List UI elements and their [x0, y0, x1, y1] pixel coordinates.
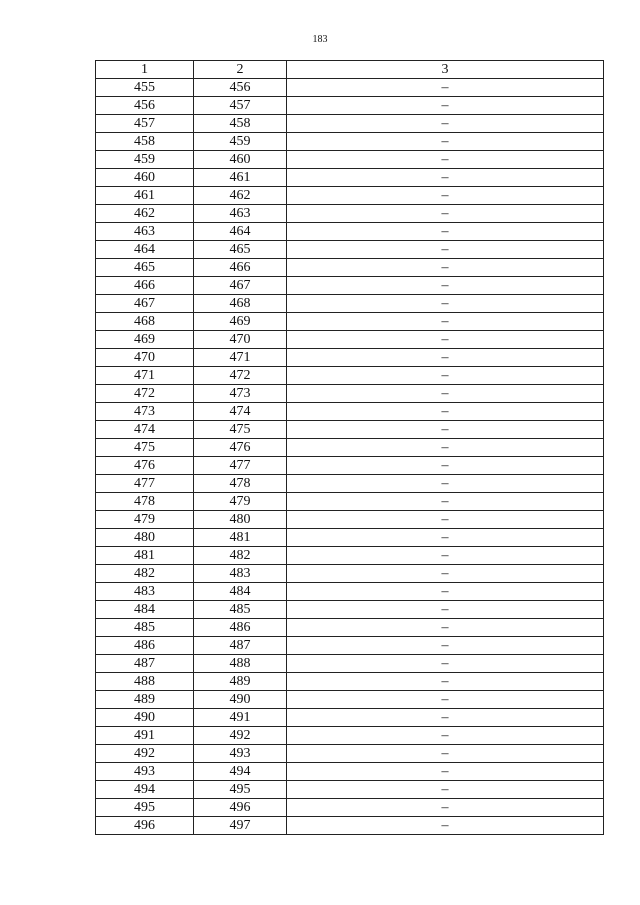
table-cell-col-2: 487 — [194, 637, 287, 655]
table-cell-col-3: – — [287, 529, 604, 547]
table-cell-col-3: – — [287, 799, 604, 817]
table-cell-col-3: – — [287, 421, 604, 439]
table-cell-col-1: 483 — [96, 583, 194, 601]
table-cell-col-2: 493 — [194, 745, 287, 763]
table-cell-col-3: – — [287, 367, 604, 385]
table-cell-col-2: 483 — [194, 565, 287, 583]
table-cell-col-2: 492 — [194, 727, 287, 745]
table-cell-col-1: 470 — [96, 349, 194, 367]
table-cell-col-3: – — [287, 565, 604, 583]
table-row — [96, 79, 604, 97]
table-cell-col-1: 479 — [96, 511, 194, 529]
table-cell-col-1: 471 — [96, 367, 194, 385]
table-row — [96, 97, 604, 115]
table-cell-col-3: – — [287, 763, 604, 781]
table-cell-col-3: – — [287, 223, 604, 241]
table-cell-col-1: 491 — [96, 727, 194, 745]
table-row — [96, 295, 604, 313]
table-cell-col-2: 495 — [194, 781, 287, 799]
table-cell-col-3: – — [287, 115, 604, 133]
table-row — [96, 547, 604, 565]
table-cell-col-1: 459 — [96, 151, 194, 169]
table-cell-col-2: 462 — [194, 187, 287, 205]
table-cell-col-2: 476 — [194, 439, 287, 457]
table-row — [96, 223, 604, 241]
table-row — [96, 655, 604, 673]
table-cell-col-2: 463 — [194, 205, 287, 223]
table-cell-col-2: 475 — [194, 421, 287, 439]
table-row — [96, 727, 604, 745]
table-cell-col-1: 484 — [96, 601, 194, 619]
table-row — [96, 313, 604, 331]
table-cell-col-3: – — [287, 169, 604, 187]
table-cell-col-2: 491 — [194, 709, 287, 727]
table-row — [96, 493, 604, 511]
table-row — [96, 475, 604, 493]
table-cell-col-1: 485 — [96, 619, 194, 637]
table-row — [96, 601, 604, 619]
table-cell-col-2: 459 — [194, 133, 287, 151]
table-cell-col-2: 484 — [194, 583, 287, 601]
table-cell-col-2: 470 — [194, 331, 287, 349]
table-cell-col-2: 461 — [194, 169, 287, 187]
table-cell-col-1: 472 — [96, 385, 194, 403]
table-row — [96, 565, 604, 583]
table-cell-col-3: – — [287, 313, 604, 331]
table-cell-col-2: 465 — [194, 241, 287, 259]
table-row — [96, 817, 604, 835]
table-row — [96, 799, 604, 817]
table-cell-col-2: 480 — [194, 511, 287, 529]
page-number: 183 — [312, 34, 328, 45]
table-cell-col-1: 475 — [96, 439, 194, 457]
table-row — [96, 277, 604, 295]
table-cell-col-3: – — [287, 403, 604, 421]
table-row — [96, 583, 604, 601]
table-cell-col-3: – — [287, 457, 604, 475]
table-cell-col-3: – — [287, 583, 604, 601]
table-cell-col-3: – — [287, 655, 604, 673]
table-cell-col-3: – — [287, 187, 604, 205]
table-cell-col-1: 496 — [96, 817, 194, 835]
table-cell-col-3: – — [287, 691, 604, 709]
table-cell-col-1: 477 — [96, 475, 194, 493]
table-row — [96, 169, 604, 187]
table-cell-col-2: 482 — [194, 547, 287, 565]
table-cell-col-3: – — [287, 817, 604, 835]
table-cell-col-2: 489 — [194, 673, 287, 691]
header-row — [96, 61, 604, 79]
table-cell-col-1: 474 — [96, 421, 194, 439]
table-cell-col-1: 468 — [96, 313, 194, 331]
table-row — [96, 745, 604, 763]
table-row — [96, 385, 604, 403]
table-cell-col-3: – — [287, 277, 604, 295]
table-cell-col-3: – — [287, 511, 604, 529]
table-row — [96, 151, 604, 169]
table-cell-col-1: 493 — [96, 763, 194, 781]
table-cell-col-3: – — [287, 745, 604, 763]
table-row — [96, 115, 604, 133]
table-row — [96, 241, 604, 259]
data-table — [95, 60, 604, 835]
table-row — [96, 619, 604, 637]
table-cell-col-1: 476 — [96, 457, 194, 475]
table-cell-col-3: – — [287, 241, 604, 259]
table-row — [96, 673, 604, 691]
table-cell-col-3: – — [287, 493, 604, 511]
table-row — [96, 529, 604, 547]
table-cell-col-1: 481 — [96, 547, 194, 565]
table-cell-col-3: – — [287, 673, 604, 691]
table-cell-col-1: 456 — [96, 97, 194, 115]
table-cell-col-3: – — [287, 205, 604, 223]
table-cell-col-1: 478 — [96, 493, 194, 511]
table-cell-col-2: 479 — [194, 493, 287, 511]
table-cell-col-3: – — [287, 295, 604, 313]
table-cell-col-3: – — [287, 349, 604, 367]
table-row — [96, 367, 604, 385]
table-row — [96, 133, 604, 151]
table-row — [96, 763, 604, 781]
table-cell-col-1: 457 — [96, 115, 194, 133]
table-cell-col-1: 463 — [96, 223, 194, 241]
table-cell-col-1: 462 — [96, 205, 194, 223]
table-cell-col-3: – — [287, 709, 604, 727]
table-cell-col-1: 486 — [96, 637, 194, 655]
table-cell-col-3: – — [287, 133, 604, 151]
table-cell-col-1: 460 — [96, 169, 194, 187]
table-cell-col-2: 481 — [194, 529, 287, 547]
table-header — [96, 61, 604, 79]
table-cell-col-1: 455 — [96, 79, 194, 97]
table-cell-col-2: 494 — [194, 763, 287, 781]
column-header-1: 1 — [96, 61, 194, 79]
table-cell-col-2: 497 — [194, 817, 287, 835]
table-cell-col-2: 496 — [194, 799, 287, 817]
table-cell-col-1: 487 — [96, 655, 194, 673]
table-row — [96, 511, 604, 529]
table-cell-col-3: – — [287, 385, 604, 403]
table-cell-col-2: 471 — [194, 349, 287, 367]
table-row — [96, 259, 604, 277]
table-cell-col-1: 458 — [96, 133, 194, 151]
table-cell-col-2: 474 — [194, 403, 287, 421]
table-cell-col-3: – — [287, 601, 604, 619]
column-header-3: 3 — [287, 61, 604, 79]
table-cell-col-2: 460 — [194, 151, 287, 169]
table-cell-col-2: 488 — [194, 655, 287, 673]
table-cell-col-1: 482 — [96, 565, 194, 583]
table-cell-col-3: – — [287, 637, 604, 655]
table-cell-col-3: – — [287, 97, 604, 115]
table-cell-col-1: 461 — [96, 187, 194, 205]
table-cell-col-3: – — [287, 619, 604, 637]
table-cell-col-2: 468 — [194, 295, 287, 313]
table-cell-col-2: 477 — [194, 457, 287, 475]
table-body — [96, 79, 604, 835]
table-cell-col-3: – — [287, 151, 604, 169]
table-cell-col-2: 464 — [194, 223, 287, 241]
table-row — [96, 205, 604, 223]
table-cell-col-2: 472 — [194, 367, 287, 385]
table-cell-col-2: 486 — [194, 619, 287, 637]
table-cell-col-1: 490 — [96, 709, 194, 727]
column-header-2: 2 — [194, 61, 287, 79]
table-cell-col-1: 467 — [96, 295, 194, 313]
table-cell-col-1: 480 — [96, 529, 194, 547]
table-row — [96, 781, 604, 799]
table-cell-col-2: 478 — [194, 475, 287, 493]
table-cell-col-1: 489 — [96, 691, 194, 709]
table-row — [96, 331, 604, 349]
table-row — [96, 349, 604, 367]
table-cell-col-3: – — [287, 439, 604, 457]
table-cell-col-2: 466 — [194, 259, 287, 277]
table-cell-col-2: 456 — [194, 79, 287, 97]
table-cell-col-3: – — [287, 331, 604, 349]
table-cell-col-1: 466 — [96, 277, 194, 295]
table-row — [96, 439, 604, 457]
table-cell-col-2: 490 — [194, 691, 287, 709]
table-cell-col-2: 473 — [194, 385, 287, 403]
table-cell-col-3: – — [287, 79, 604, 97]
table-row — [96, 637, 604, 655]
table-cell-col-2: 467 — [194, 277, 287, 295]
table-cell-col-1: 473 — [96, 403, 194, 421]
table-cell-col-3: – — [287, 547, 604, 565]
table-cell-col-3: – — [287, 259, 604, 277]
table-cell-col-2: 485 — [194, 601, 287, 619]
table-row — [96, 457, 604, 475]
table-cell-col-2: 457 — [194, 97, 287, 115]
table-row — [96, 421, 604, 439]
table-cell-col-2: 458 — [194, 115, 287, 133]
table-cell-col-1: 495 — [96, 799, 194, 817]
table-cell-col-1: 488 — [96, 673, 194, 691]
table-row — [96, 709, 604, 727]
table-cell-col-3: – — [287, 727, 604, 745]
table-cell-col-3: – — [287, 475, 604, 493]
table-cell-col-1: 465 — [96, 259, 194, 277]
table-row — [96, 691, 604, 709]
table-cell-col-2: 469 — [194, 313, 287, 331]
table-cell-col-1: 464 — [96, 241, 194, 259]
table-row — [96, 403, 604, 421]
table-cell-col-1: 494 — [96, 781, 194, 799]
table-cell-col-1: 469 — [96, 331, 194, 349]
table-cell-col-3: – — [287, 781, 604, 799]
table-row — [96, 187, 604, 205]
table-cell-col-1: 492 — [96, 745, 194, 763]
